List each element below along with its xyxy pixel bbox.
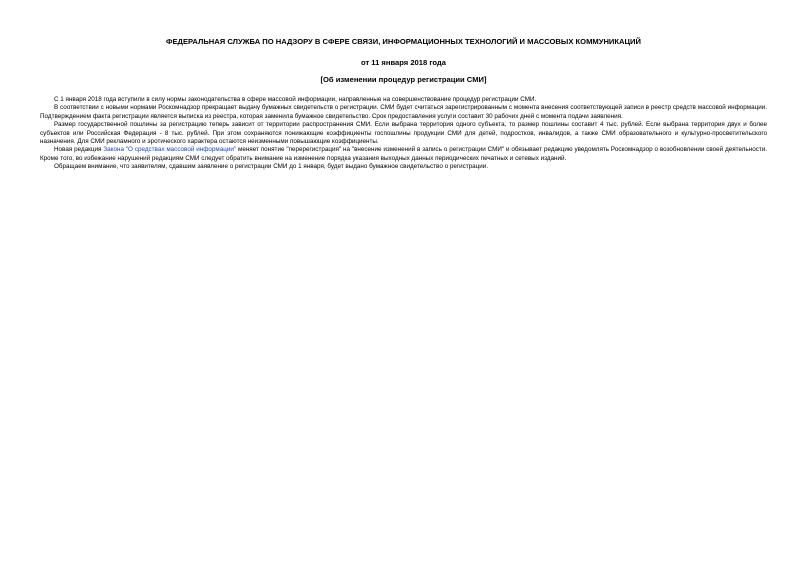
law-link[interactable]: Закона "О средствах массовой информации" — [103, 146, 237, 154]
paragraph: Размер государственной пошлины за регистрацию теперь зависит от территории распространения СМИ. Если выбрана территория одного субъекта, то размер пошлины составит 4 тыс. рублей. Если выбрана территория двух и более субъектов или Российская Федерация - 8 тыс. рублей. При этом сохраняются понижающие коэффициенты госпошлины продукции СМИ для детей, подростков, инвалидов, а также СМИ образовательного и культурно-просветительского назначения. Для СМИ рекламного и эротического характера остаются неизменными повышающие коэффициенты. — [40, 121, 767, 146]
paragraph: С 1 января 2018 года вступили в силу нормы законодательства в сфере массовой информации, направленные на совершенствование процедур регистрации СМИ. — [54, 96, 537, 103]
document-date: от 11 января 2018 года — [361, 58, 446, 67]
document-subject: [Об изменении процедур регистрации СМИ] — [320, 75, 487, 84]
paragraph: Обращаем внимание, что заявителям, сдавшим заявление о регистрации СМИ до 1 января, будет выдано бумажное свидетельство о регистрации. — [54, 163, 489, 171]
issuing-authority-heading: ФЕДЕРАЛЬНАЯ СЛУЖБА ПО НАДЗОРУ В СФЕРЕ СВЯЗИ, ИНФОРМАЦИОННЫХ ТЕХНОЛОГИЙ И МАССОВЫХ КОММУНИКАЦИЙ — [166, 37, 641, 46]
paragraph — [40, 146, 767, 163]
document-body — [40, 96, 767, 172]
paragraph: В соответствии с новыми нормами Роскомнадзор прекращает выдачу бумажных свидетельств о регистрации. СМИ будет считаться зарегистрированным с момента внесения соответствующей записи в реестр средств массовой информации. Подтверждением факта регистрации является выписка из реестра, которая заменила бумажное свидетельство. Срок предоставления услуги составит 30 рабочих дней с момента подачи заявления. — [40, 104, 767, 120]
paragraph-text: Новая редакция — [54, 146, 104, 154]
paragraph-text: меняет понятие "перерегистрация" на "внесение изменений в запись о регистрации СМИ" и обязывает редакцию уведомлять Роскомнадзор о возобновлении своей деятельности. Кроме того, во избежание нарушений редакциям СМИ следует обратить внимание на изменение порядка указания выходных данных периодических печатных и сетевых изданий. — [40, 146, 767, 162]
